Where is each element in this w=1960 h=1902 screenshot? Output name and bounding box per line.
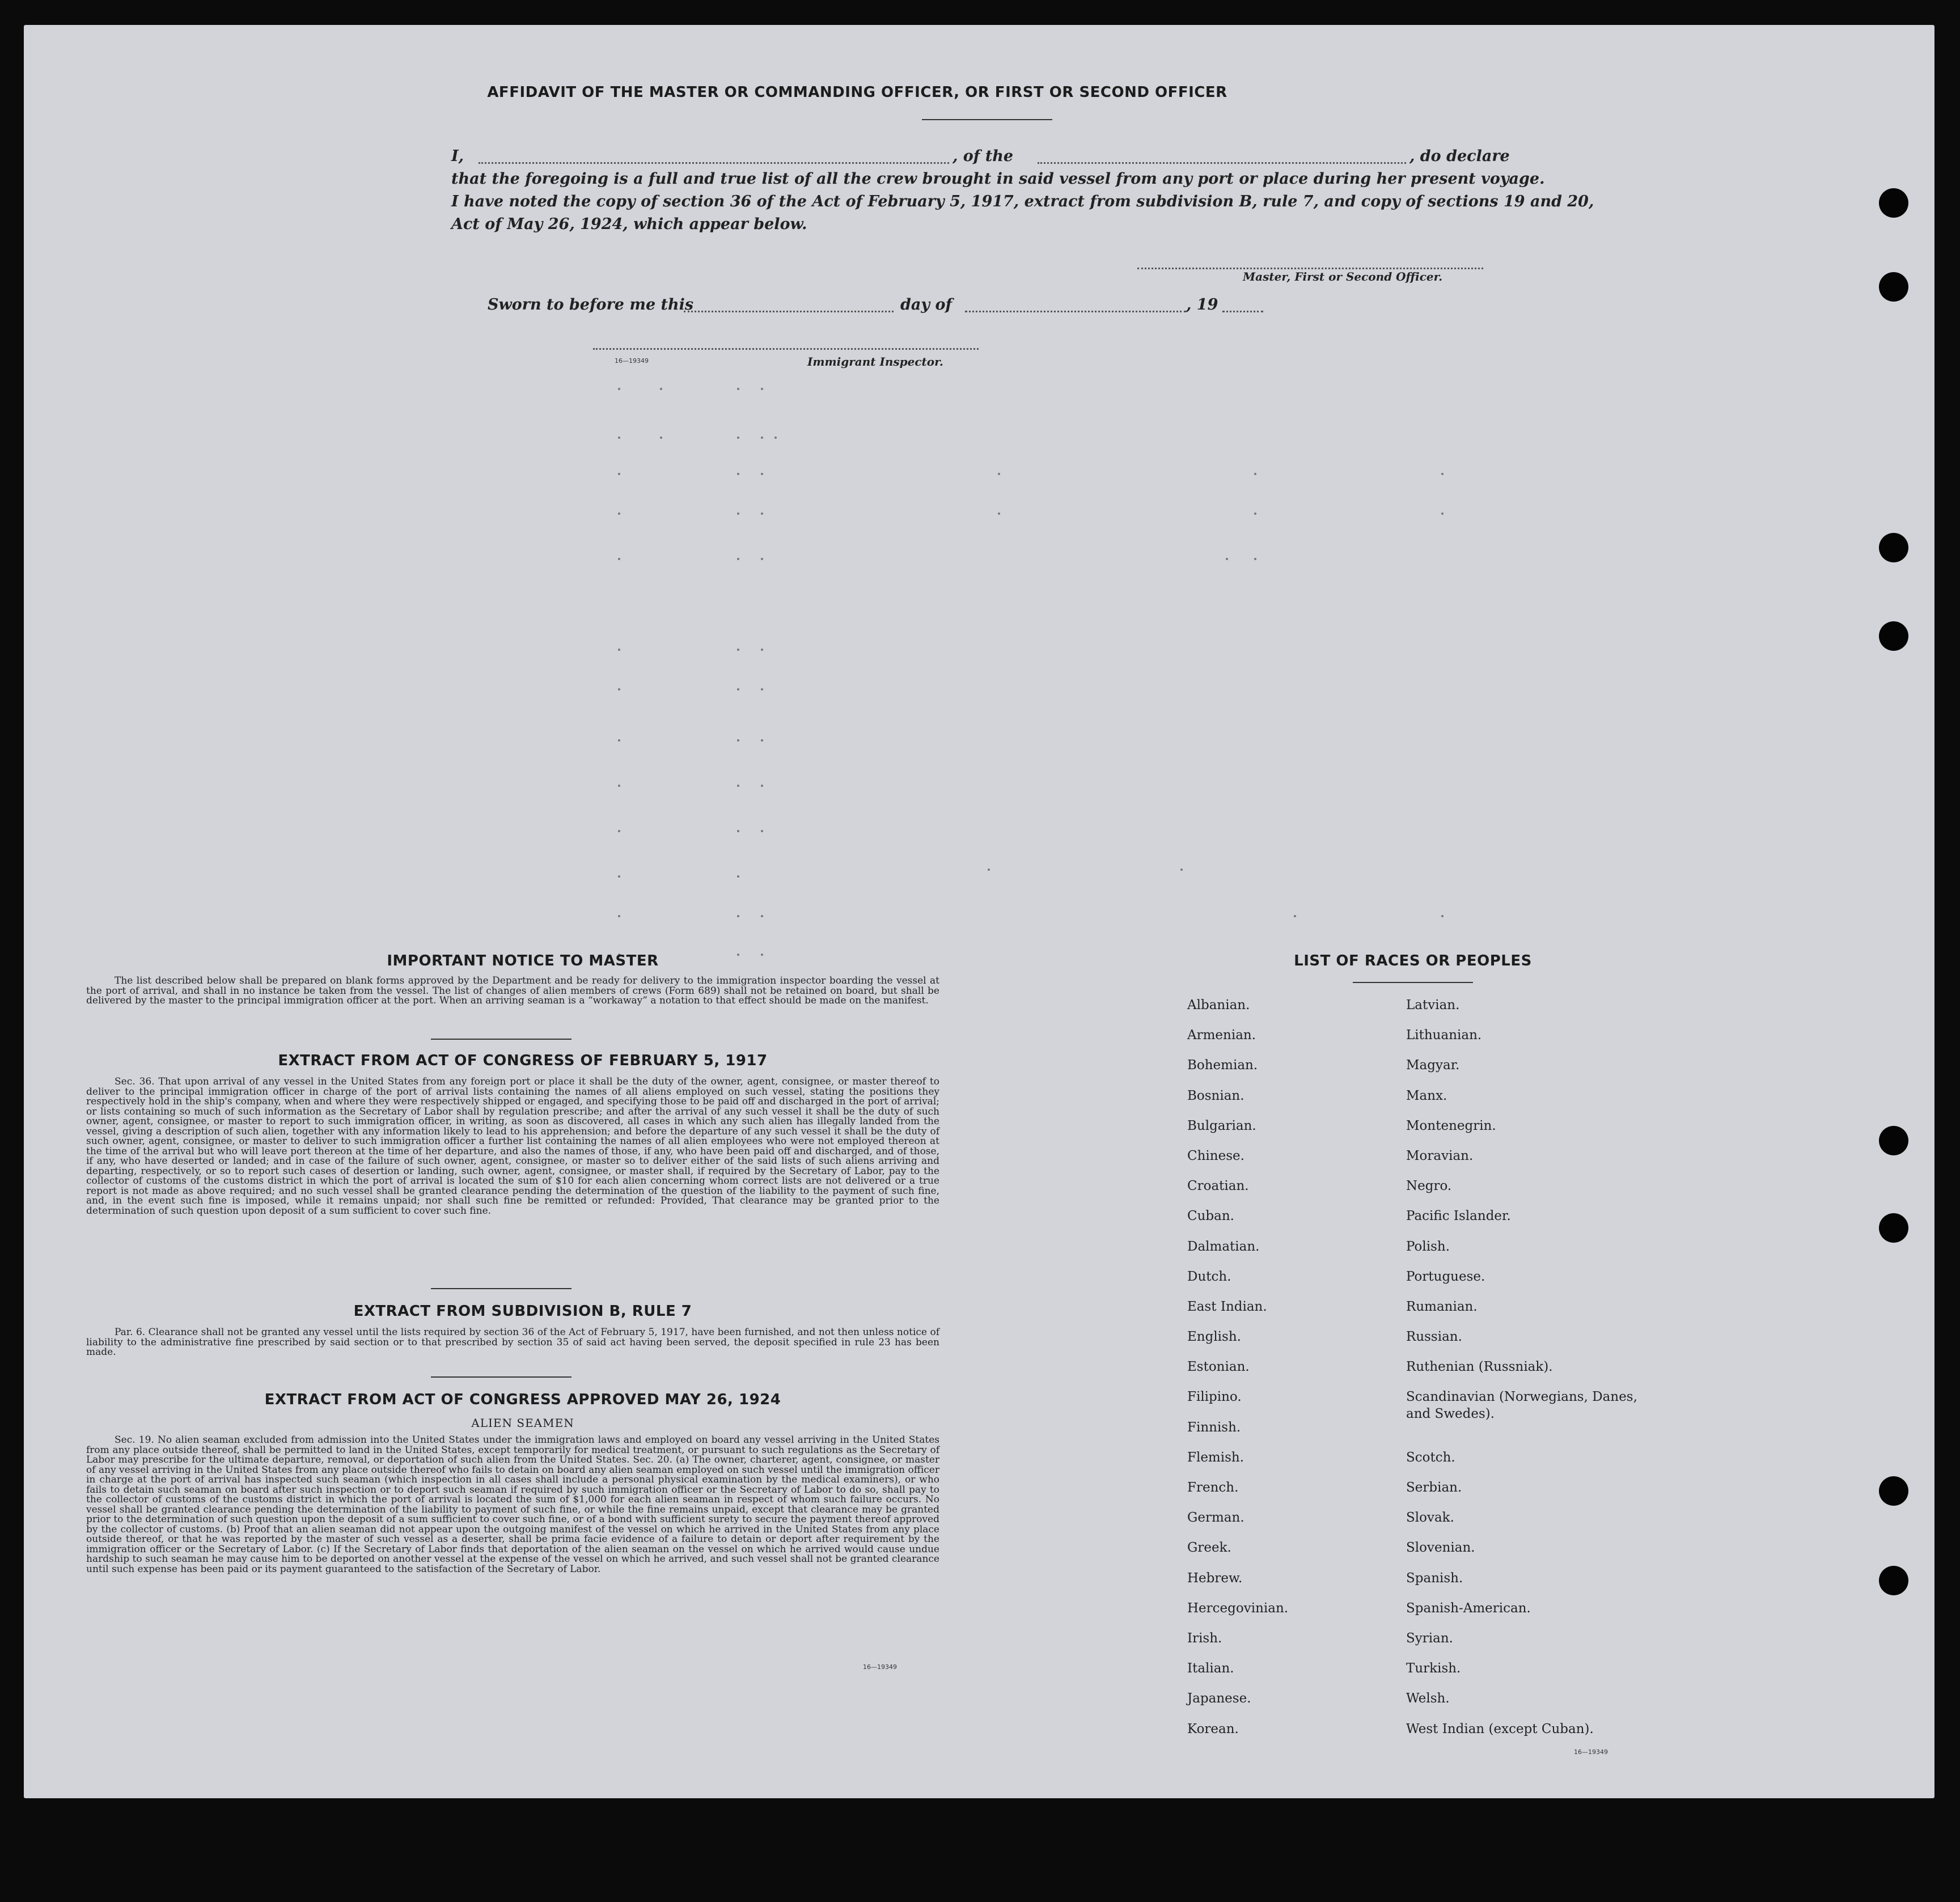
divider xyxy=(431,1288,572,1289)
race-item: Latvian. xyxy=(1406,998,1460,1013)
sworn-label: Sworn to before me this xyxy=(488,296,694,314)
inspector-label: Immigrant Inspector. xyxy=(807,355,943,368)
races-title: LIST OF RACES OR PEOPLES xyxy=(1294,952,1532,969)
race-item: Dutch. xyxy=(1187,1269,1231,1284)
punch-hole xyxy=(1879,1566,1908,1595)
extract-rule7-text: Par. 6. Clearance shall not be granted any vessel until the lists required by section 36 of the Act of February 5, 1917, have been furnished, and not then unless notice of liability to the administrative fine prescribed by said section or to that prescribed by section 35 of said act having been served, the deposit specified in rule 23 has been made. xyxy=(86,1327,939,1358)
affidavit-line1 xyxy=(451,145,1529,168)
race-item: Greek. xyxy=(1187,1540,1231,1556)
extract-1917-text: Sec. 36. That upon arrival of any vessel in the United States from any foreign port or place it shall be the duty of the owner, agent, consignee, or master thereof to deliver to the principal immigration officer in charge of the port of arrival lists containing the names of all aliens employed on such vessel, stating the positions they respectively hold in the ship's company, when and where they were respectively shipped or engaged, and specifying those to be paid off and discharged in the port of arrival; or lists containing so much of such information as the Secretary of Labor shall by regulation prescribe; and after the arrival of any such vessel it shall be the duty of such owner, agent, consignee, or master to report to such immigration officer, in writing, as soon as discovered, all cases in which any such alien has illegally landed from the vessel, giving a description of such alien, together with any information likely to lead to his apprehension; and before the departure of any such vessel it shall be the duty of such owner, agent, consignee, or master to deliver to such immigration officer a further list containing the names of all alien employees who were not employed thereon at the time of the arrival but who will leave port thereon at the time of her departure, and also the names of those, if any, who have been paid off and discharged, and of those, if any, who have deserted or landed; and in case of the failure of such owner, agent, consignee, or master so to deliver either of the said lists of such aliens arriving and departing, respectively, or so to report such cases of desertion or landing, such owner, agent, consignee, or master shall, if required by the Secretary of Labor, pay to the collector of customs of the customs district in which the port of arrival is located the sum of $10 for each alien concerning whom correct lists are not delivered or a true report is not made as above required; and no such vessel shall be granted clearance pending the determination of the question of the liability to the payment of such fine, and, in the event such fine is imposed, while it remains unpaid; nor shall such fine be remitted or refunded: Provided, That clearance may be granted prior to the determination of such question upon deposit of a sum sufficient to cover such fine. xyxy=(86,1076,939,1217)
year-field[interactable] xyxy=(1222,311,1263,312)
signature-line[interactable] xyxy=(1137,268,1483,269)
notice-title: IMPORTANT NOTICE TO MASTER xyxy=(387,952,659,969)
race-item: Finnish. xyxy=(1187,1420,1241,1435)
race-item: West Indian (except Cuban). xyxy=(1406,1721,1594,1736)
race-item: East Indian. xyxy=(1187,1299,1267,1314)
extract-1924-text: Sec. 19. No alien seaman excluded from admission into the United States under the immigration laws and employed on board any vessel arriving in the United States from any place outside thereof, shall be permitted to land in the United States, except temporarily for medical treatment, or pursuant to such regulations as the Secretary of Labor may prescribe for the ultimate departure, removal, or deportation of such alien from the United States. Sec. 20. (a) The owner, charterer, agent, consignee, or master of any vessel arriving in the United States from any place outside thereof who fails to detain on board any alien seaman employed on such vessel until the immigration officer in charge at the port of arrival has inspected such seaman (which inspection in all cases shall include a personal physical examination by the medical examiners), or who fails to detain such seaman on board after such inspection or to deport such seaman if required by such immigration officer or the Secretary of Labor to do so, shall pay to the collector of customs of the customs district in which the port of arrival is located the sum of $1,000 for each alien seaman in respect of whom such failure occurs. No vessel shall be granted clearance pending the determination of the liability to payment of such fine, or while the fine remains unpaid, except that clearance may be granted prior to the determination of such question upon the deposit of a sum sufficient to cover such fine, or of a bond with sufficient surety to secure the payment thereof approved by the collector of customs. (b) Proof that an alien seaman did not appear upon the outgoing manifest of the vessel on which he arrived in the United States from any place outside thereof, or that he was reported by the master of such vessel as a deserter, shall be prima facie evidence of a failure to detain or deport after requirement by the immigration officer or the Secretary of Labor. (c) If the Secretary of Labor finds that deportation of the alien seaman on the vessel on which he arrived would cause undue hardship to such seaman he may cause him to be deported on another vessel at the expense of the vessel on which he arrived, and such vessel shall not be granted clearance until such expense has been paid or its payment guaranteed to the satisfaction of the Secretary of Labor. xyxy=(86,1434,939,1575)
race-item: Spanish. xyxy=(1406,1570,1463,1586)
race-item: Turkish. xyxy=(1406,1661,1461,1676)
race-item: Manx. xyxy=(1406,1088,1447,1103)
race-item: Albanian. xyxy=(1187,998,1250,1013)
day-of-label: day of xyxy=(900,296,953,314)
race-item: Rumanian. xyxy=(1406,1299,1478,1314)
affidavit-line2: that the foregoing is a full and true list of all the crew brought in said vessel from any port or place during her present voyage. xyxy=(451,170,1545,188)
race-item: Dalmatian. xyxy=(1187,1239,1260,1254)
divider xyxy=(431,1039,572,1040)
punch-hole xyxy=(1879,1213,1908,1243)
inspector-signature-line[interactable] xyxy=(593,348,979,350)
affidavit-title: AFFIDAVIT OF THE MASTER OR COMMANDING OFFICER, OR FIRST OR SECOND OFFICER xyxy=(487,84,1227,101)
races-right-list xyxy=(1406,997,1656,1751)
notice-text: The list described below shall be prepared on blank forms approved by the Department and be ready for delivery to the immigration inspector boarding the vessel at the port of arrival, and shall in no instance be taken from the vessel. The list of changes of alien members of crews (Form 689) shall not be retained on board, but shall be delivered by the master to the principal immigration officer at the port. When an arriving seaman is a “workaway” a notation to that effect should be made on the manifest. xyxy=(86,975,939,1006)
race-item: Ruthenian (Russniak). xyxy=(1406,1359,1553,1375)
race-item: Japanese. xyxy=(1187,1691,1251,1706)
races-left-list xyxy=(1187,997,1391,1751)
race-item: Bosnian. xyxy=(1187,1088,1244,1103)
race-item: Pacific Islander. xyxy=(1406,1209,1511,1224)
race-item: Bulgarian. xyxy=(1187,1118,1256,1133)
vessel-field[interactable] xyxy=(1038,162,1406,164)
races-title-underline xyxy=(1353,982,1473,983)
punch-hole xyxy=(1879,1126,1908,1155)
affidavit-line3: I have noted the copy of section 36 of the Act of February 5, 1917, extract from subdivision B, rule 7, and copy of sections 19 and 20, xyxy=(451,193,1594,210)
race-item: German. xyxy=(1187,1510,1244,1526)
race-item: Hebrew. xyxy=(1187,1570,1243,1586)
document-sheet xyxy=(24,25,1934,1798)
race-item: Syrian. xyxy=(1406,1630,1453,1646)
race-item: Armenian. xyxy=(1187,1028,1256,1043)
race-item: Hercegovinian. xyxy=(1187,1600,1289,1616)
name-field[interactable] xyxy=(479,162,949,164)
race-item: Estonian. xyxy=(1187,1359,1250,1375)
race-item: Montenegrin. xyxy=(1406,1118,1496,1133)
race-item: Filipino. xyxy=(1187,1390,1242,1405)
race-item: French. xyxy=(1187,1480,1239,1495)
punch-hole xyxy=(1879,621,1908,651)
of-the-label: , of the xyxy=(953,147,1014,165)
month-field[interactable] xyxy=(965,311,1186,312)
race-item: Magyar. xyxy=(1406,1058,1460,1073)
form-number: 16—19349 xyxy=(1574,1748,1608,1756)
year-label: , 19 xyxy=(1186,296,1218,314)
race-item: Irish. xyxy=(1187,1630,1222,1646)
extract-1924-subtitle: ALIEN SEAMEN xyxy=(471,1416,574,1430)
race-item: Chinese. xyxy=(1187,1148,1244,1163)
punch-hole xyxy=(1879,188,1908,218)
day-field[interactable] xyxy=(684,311,894,312)
race-item: Lithuanian. xyxy=(1406,1028,1482,1043)
extract-1917-title: EXTRACT FROM ACT OF CONGRESS OF FEBRUARY 5, 1917 xyxy=(278,1052,768,1069)
affidavit-line4: Act of May 26, 1924, which appear below. xyxy=(451,215,807,233)
form-number: 16—19349 xyxy=(615,357,649,365)
race-item: Polish. xyxy=(1406,1239,1450,1254)
form-number: 16—19349 xyxy=(863,1663,897,1671)
race-item: Spanish-American. xyxy=(1406,1600,1531,1616)
race-item: Slovenian. xyxy=(1406,1540,1475,1556)
punch-hole xyxy=(1879,272,1908,302)
race-item: Negro. xyxy=(1406,1179,1452,1194)
race-item: Korean. xyxy=(1187,1721,1239,1736)
race-item: Slovak. xyxy=(1406,1510,1454,1526)
punch-hole xyxy=(1879,1476,1908,1506)
title-underline xyxy=(922,119,1052,120)
signature-label: Master, First or Second Officer. xyxy=(1243,270,1443,283)
do-declare-label: , do declare xyxy=(1409,147,1510,165)
race-item: Croatian. xyxy=(1187,1179,1249,1194)
extract-rule7-title: EXTRACT FROM SUBDIVISION B, RULE 7 xyxy=(353,1303,692,1320)
punch-hole xyxy=(1879,533,1908,562)
extract-1924-title: EXTRACT FROM ACT OF CONGRESS APPROVED MAY 26, 1924 xyxy=(264,1391,781,1408)
race-item: Flemish. xyxy=(1187,1450,1244,1465)
race-item: Cuban. xyxy=(1187,1209,1234,1224)
race-item: Scandinavian (Norwegians, Danes, and Swedes). xyxy=(1406,1390,1637,1422)
sworn-line xyxy=(488,294,1281,316)
race-item: Portuguese. xyxy=(1406,1269,1485,1284)
race-item: Italian. xyxy=(1187,1661,1234,1676)
race-item: Moravian. xyxy=(1406,1148,1474,1163)
race-item: Russian. xyxy=(1406,1329,1462,1345)
race-item: Serbian. xyxy=(1406,1480,1462,1496)
i-label: I, xyxy=(451,147,464,165)
race-item: Bohemian. xyxy=(1187,1058,1258,1073)
divider xyxy=(431,1376,572,1378)
race-item: English. xyxy=(1187,1329,1241,1345)
race-item: Scotch. xyxy=(1406,1450,1455,1465)
race-item: Welsh. xyxy=(1406,1691,1450,1706)
